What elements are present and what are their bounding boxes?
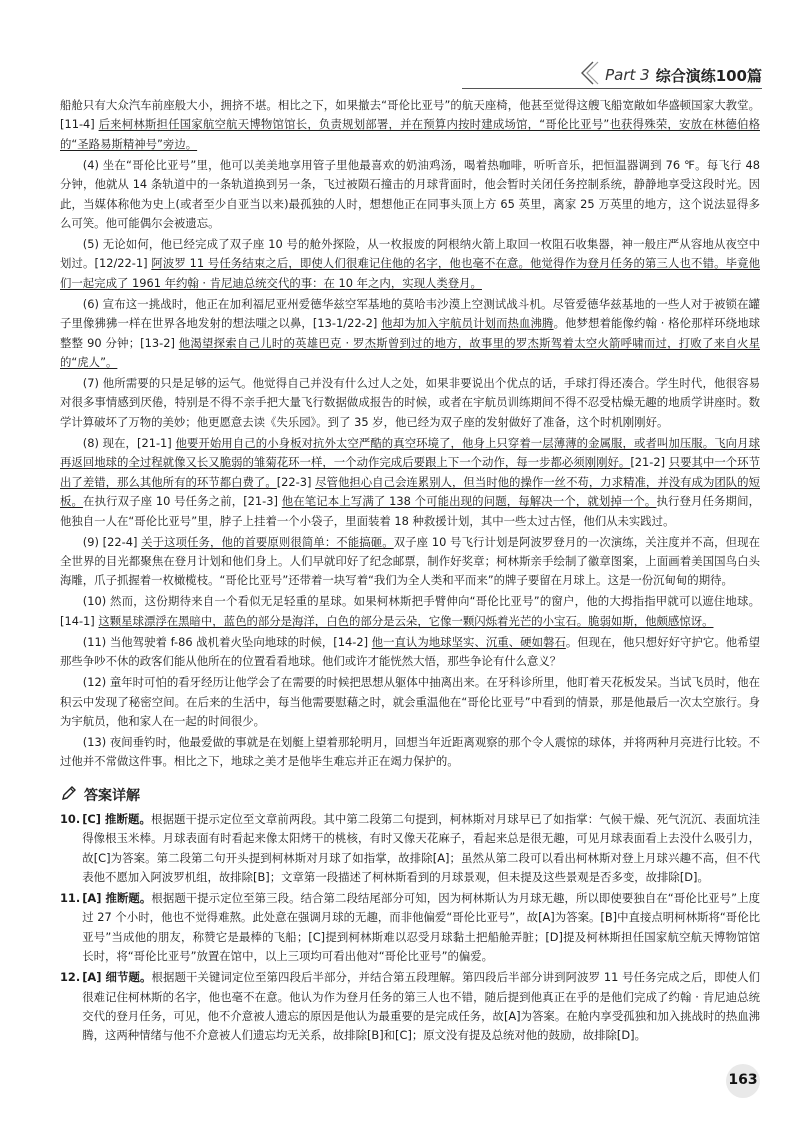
text-segment: 执行登月任务期间，他独自一人在“哥伦比亚号”里，脖子上挂着一个小袋子，里面装着 18 种救援计划，其中一些太过古怪，他们从未实践过。 <box>60 494 760 528</box>
pencil-icon <box>60 784 78 806</box>
paragraph <box>60 96 760 154</box>
underlined-text: 关于这项任务，他的首要原则很简单：不能搞砸。 <box>141 534 394 549</box>
header-badge <box>579 60 762 90</box>
header-title: 综合演练100篇 <box>655 66 762 85</box>
text-segment: (5) 无论如何，他已经完成了双子座 10 号的舱外探险，从一枚报废的阿根纳火箭上取回一枚阻石收集器，神一般庄严从容地从夜空中划过。[12/22-1] <box>60 237 760 271</box>
paragraph <box>60 633 760 672</box>
answers-section-header <box>60 784 760 806</box>
answer-item <box>60 889 760 967</box>
text-segment: [21-2] <box>630 455 669 470</box>
text-segment: (4) 坐在“哥伦比亚号”里，他可以美美地享用管子里他最喜欢的奶油鸡汤，喝着热咖啡，听听音乐，把恒温器调到 76 ℉。每飞行 48 分钟，他就从 14 条轨道中的一条轨道换到另一条，飞过被陨石撞击的月球背面时，他会暂时关闭任务控制系统，静静地享受这段时光。因此，当媒体称他为史上(或者至少自亚当以来)最孤独的人时，想想他正在同事头顶上方 65 英里，离家 25 万英里的地方，这个说法显得多么可笑。他可能偶尔会被遗忘。 <box>60 157 760 231</box>
answer-item <box>60 968 760 1046</box>
arrow-icon <box>579 60 599 90</box>
text-segment: (12) 童年时可怕的看牙经历让他学会了在需要的时候把思想从躯体中抽离出来。在牙科诊所里，他盯着天花板发呆。当试飞员时，他在积云中发现了秘密空间。在后来的生活中，每当他需要慰藉之时，就会重温他在“哥伦比亚号”中看到的情景，那是他最后一次太空旅行。身为宇航员，他和家人在一起的时间很少。 <box>60 675 760 728</box>
underlined-text: 后来柯林斯担任国家航空航天博物馆馆长，负责规划部署，并在预算内按时建成场馆，“哥伦比亚号”也获得殊荣，安放在林德伯格的“圣路易斯精神号”旁边。 <box>60 117 760 151</box>
underlined-text: 只要其中一个环节出了差错，那么其他所有的环节都白费了。 <box>60 455 760 489</box>
text-segment: [22-3] <box>276 474 316 489</box>
underlined-text: 阿波罗 11 号任务结束之后，即使人们很难记住他的名字，他也毫不在意。他觉得作为登月任务的第三人也不错。毕竟他们一起完成了 1961 年约翰 · 肯尼迪总统交代的事：在 10 年之内，实现人类登月。 <box>60 256 760 290</box>
page-number-badge <box>720 1058 766 1104</box>
text-segment: (13) 夜间垂钓时，他最爱做的事就是在划艇上望着那轮明月，回想当年近距离观察的那个令人震惊的球体，并将两种月亮进行比较。不过他并不常做这件事。相比之下，地球之美才是他毕生难忘并正在竭力保护的。 <box>60 734 760 769</box>
answer-item <box>60 810 760 888</box>
article-body <box>60 96 760 772</box>
text-segment: (11) 当他驾驶着 f-86 战机着火坠向地球的时候，[14-2] <box>82 634 372 649</box>
answer-number: 12. <box>60 970 81 985</box>
paragraph <box>60 235 760 293</box>
text-segment: (10) 然而，这份期待来自一个看似无足轻重的星球。如果柯林斯把手臂伸向“哥伦比亚号”的窗户，他的大拇指指甲就可以遮住地球。[14-1] <box>60 594 760 628</box>
part-label: Part 3 <box>605 66 650 84</box>
answer-body <box>82 889 760 967</box>
answers-list <box>60 810 760 1046</box>
paragraph <box>60 533 760 591</box>
paragraph <box>60 156 760 234</box>
paragraph <box>60 673 760 731</box>
answer-number: 10. <box>60 811 81 826</box>
text-segment: (8) 现在，[21-1] <box>82 435 176 450</box>
main-content <box>60 96 760 1047</box>
paragraph <box>60 434 760 531</box>
underlined-text: 他要开始用自己的小身板对抗外太空严酷的真空环境了，他身上只穿着一层薄薄的金属服，或者叫加压服。飞向月球再返回地球的全过程就像又长又脆弱的雏菊花环一样，一个动作完成后要跟上下一个动作，每一步都必须刚刚好。 <box>60 435 760 470</box>
answer-key: [C] 推断题。 <box>82 811 151 826</box>
underlined-text: 他却为加入宇航员计划而热血沸腾 <box>381 316 554 331</box>
paragraph <box>60 733 760 772</box>
answer-body <box>82 968 760 1046</box>
text-segment: 船舱只有大众汽车前座般大小，拥挤不堪。相比之下，如果撤去“哥伦比亚号”的航天座椅，他甚至觉得这艘飞船宽敞如华盛顿国家大教堂。[11-4] <box>60 98 760 132</box>
answers-section-title: 答案详解 <box>84 787 140 804</box>
underlined-text: 这颗星球漂浮在黑暗中，蓝色的部分是海洋，白色的部分是云朵，它像一颗闪烁着光芒的小宝石。脆弱如斯，他颇感惊讶。 <box>98 613 714 628</box>
text-segment: 。他梦想着能像约翰 · 格伦那样环绕地球整整 90 分钟；[13-2] <box>60 316 760 350</box>
answer-text: 根据题干提示定位至第三段。结合第二段结尾部分可知，因为柯林斯认为月球无趣，所以即使要独自在“哥伦比亚号”上度过 27 个小时，他也不觉得难熬。此处意在强调月球的无趣，而非他偏爱“哥伦比亚号”，故[A]为答案。[B]中直接点明柯林斯将“哥伦比亚号”当成他的朋友，称赞它是最棒的飞船；[C]提到柯林斯难以忍受月球黏土把船舱弄脏；[D]提及柯林斯担任国家航空航天博物馆馆长时，将“哥伦比亚号”放置在馆中，以上三项均可看出他对“哥伦比亚号”的偏爱。 <box>82 890 760 964</box>
underlined-text: 他渴望探索自己儿时的英雄巴克 · 罗杰斯曾到过的地方，故事里的罗杰斯驾着太空火箭呼啸而过，打败了来自火星的“虎人”。 <box>60 335 760 370</box>
page-header <box>462 60 762 90</box>
text-segment: (9) [22-4] <box>82 534 142 549</box>
answer-text: 根据题干提示定位至文章前两段。其中第二段第二句提到，柯林斯对月球早已了如指掌：气候干燥、死气沉沉、表面坑洼得像根玉米棒。月球表面有时看起来像太阳烤干的桃核，有时又像天花麻子，看起来总是很无趣，可见月球表面看上去没什么吸引力，故[C]为答案。第二段第二句开头提到柯林斯对月球了如指掌，故排除[A]；虽然从第二段可以看出柯林斯对登上月球兴趣不高，但不代表他不愿加入阿波罗机组，故排除[B]；文章第一段描述了柯林斯看到的月球景观，但未提及这些景观是否多变，故排除[D]。 <box>82 811 760 884</box>
underlined-text: 他一直认为地球坚实、沉重、硬如磐石 <box>371 634 566 649</box>
text-segment: 双子座 10 号飞行计划是阿波罗登月的一次演练，关注度并不高，但现在全世界的目光都聚焦在登月计划和他们身上。人们早就印好了纪念邮票，制作好奖章；柯林斯亲手绘制了徽章图案，上面画着美国国鸟白头海雕，爪子抓握着一枚橄榄枝。“哥伦比亚号”还带着一块写着“我们为全人类和平而来”的牌子要留在月球上。这是一份沉甸甸的期待。 <box>60 534 760 588</box>
text-segment: (6) 宣布这一挑战时，他正在加利福尼亚州爱德华兹空军基地的莫哈韦沙漠上空测试战斗机。尽管爱德华兹基地的一些人对于被锁在罐子里像狒狒一样在世界各地发射的想法嗤之以鼻，[13-1/22-2] <box>60 296 760 331</box>
paragraph <box>60 374 760 432</box>
answer-key: [A] 细节题。 <box>82 970 152 985</box>
answer-body <box>82 810 760 888</box>
page-number: 163 <box>728 1072 758 1088</box>
text-segment: 在执行双子座 10 号任务之前，[21-3] <box>83 494 282 509</box>
answer-number: 11. <box>60 890 81 905</box>
paragraph <box>60 592 760 631</box>
text-segment: 。但现在，他只想好好守护它。他希望那些争吵不休的政客们能从他所在的位置看看地球。他们或许才能恍然大悟，那些争论有什么意义？ <box>60 634 760 669</box>
paragraph <box>60 295 760 373</box>
answer-key: [A] 推断题。 <box>82 890 152 905</box>
underlined-text: 尽管他担心自己会连累别人，但当时他的操作一丝不苟，力求精准，并没有成为团队的短板。 <box>60 474 760 509</box>
answer-text: 根据题干关键词定位至第四段后半部分，并结合第五段理解。第四段后半部分讲到阿波罗 11 号任务完成之后，即使人们很难记住柯林斯的名字，他也毫不在意。他认为作为登月任务的第三人也不错，随后提到他真正在乎的是他们完成了约翰 · 肯尼迪总统交代的登月任务，可见，他不介意被人遗忘的原因是他认为最重要的是完成任务，故[A]为答案。在舱内享受孤独和加入挑战时的热血沸腾，这两种情绪与他不介意被人们遗忘均无关系，故排除[B]和[C]；原文没有提及总统对他的鼓励，故排除[D]。 <box>82 970 760 1043</box>
text-segment: (7) 他所需要的只是足够的运气。他觉得自己并没有什么过人之处，如果非要说出个优点的话，手球打得还凑合。学生时代，他很容易对很多事情感到厌倦，特别是不得不亲手把大量飞行数据做成报告的时候，或者在宇航员训练期间不得不忍受枯燥无趣的地质学讲座时。数学计算破坏了万物的美妙；他更愿意去读《失乐园》。到了 35 岁，他已经为双子座的发射做好了准备，这个时机刚刚好。 <box>60 376 760 429</box>
underlined-text: 他在笔记本上写满了 138 个可能出现的问题，每解决一个，就划掉一个。 <box>281 494 657 509</box>
